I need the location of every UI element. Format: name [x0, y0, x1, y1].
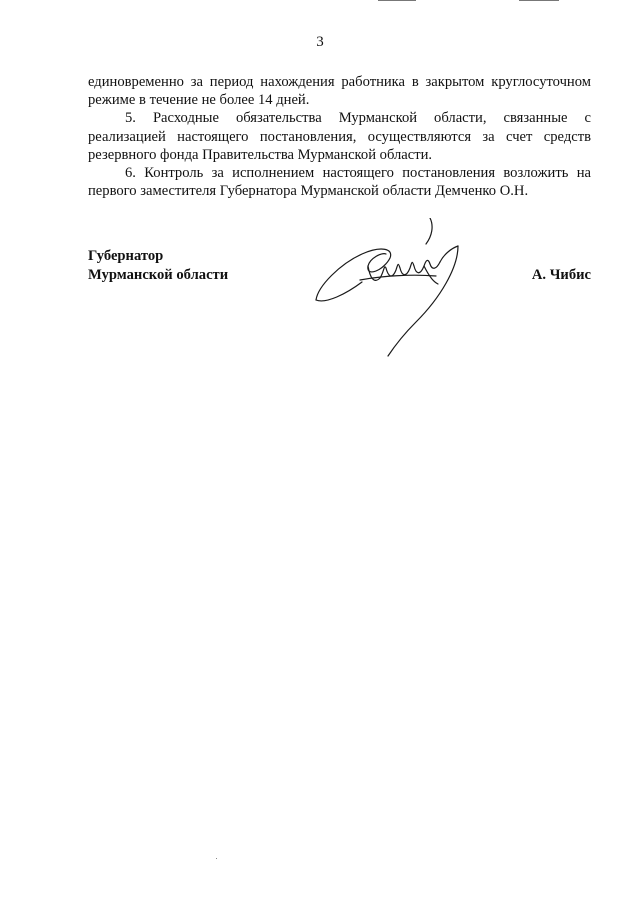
signatory-title-line1: Губернатор [88, 248, 164, 264]
top-rule-right [519, 0, 559, 1]
scan-speck [216, 858, 217, 859]
paragraph-6: 6. Контроль за исполнением настоящего постановления возложить на первого заместителя Губернатора Мурманской области Демченко О.Н. [88, 165, 591, 200]
signatory-name: А. Чибис [531, 267, 591, 283]
handwritten-signature [312, 218, 482, 360]
document-body [88, 73, 591, 200]
page-number: 3 [316, 34, 324, 50]
top-rule-left [378, 0, 416, 1]
signatory-title [88, 247, 228, 285]
paragraph-continuation: единовременно за период нахождения работника в закрытом круглосуточном режиме в течение не более 14 дней. [88, 74, 591, 109]
signatory-title-line2: Мурманской области [88, 267, 229, 283]
paragraph-5: 5. Расходные обязательства Мурманской области, связанные с реализацией настоящего постановления, осуществляются за счет средств резервного фонда Правительства Мурманской области. [88, 110, 591, 163]
